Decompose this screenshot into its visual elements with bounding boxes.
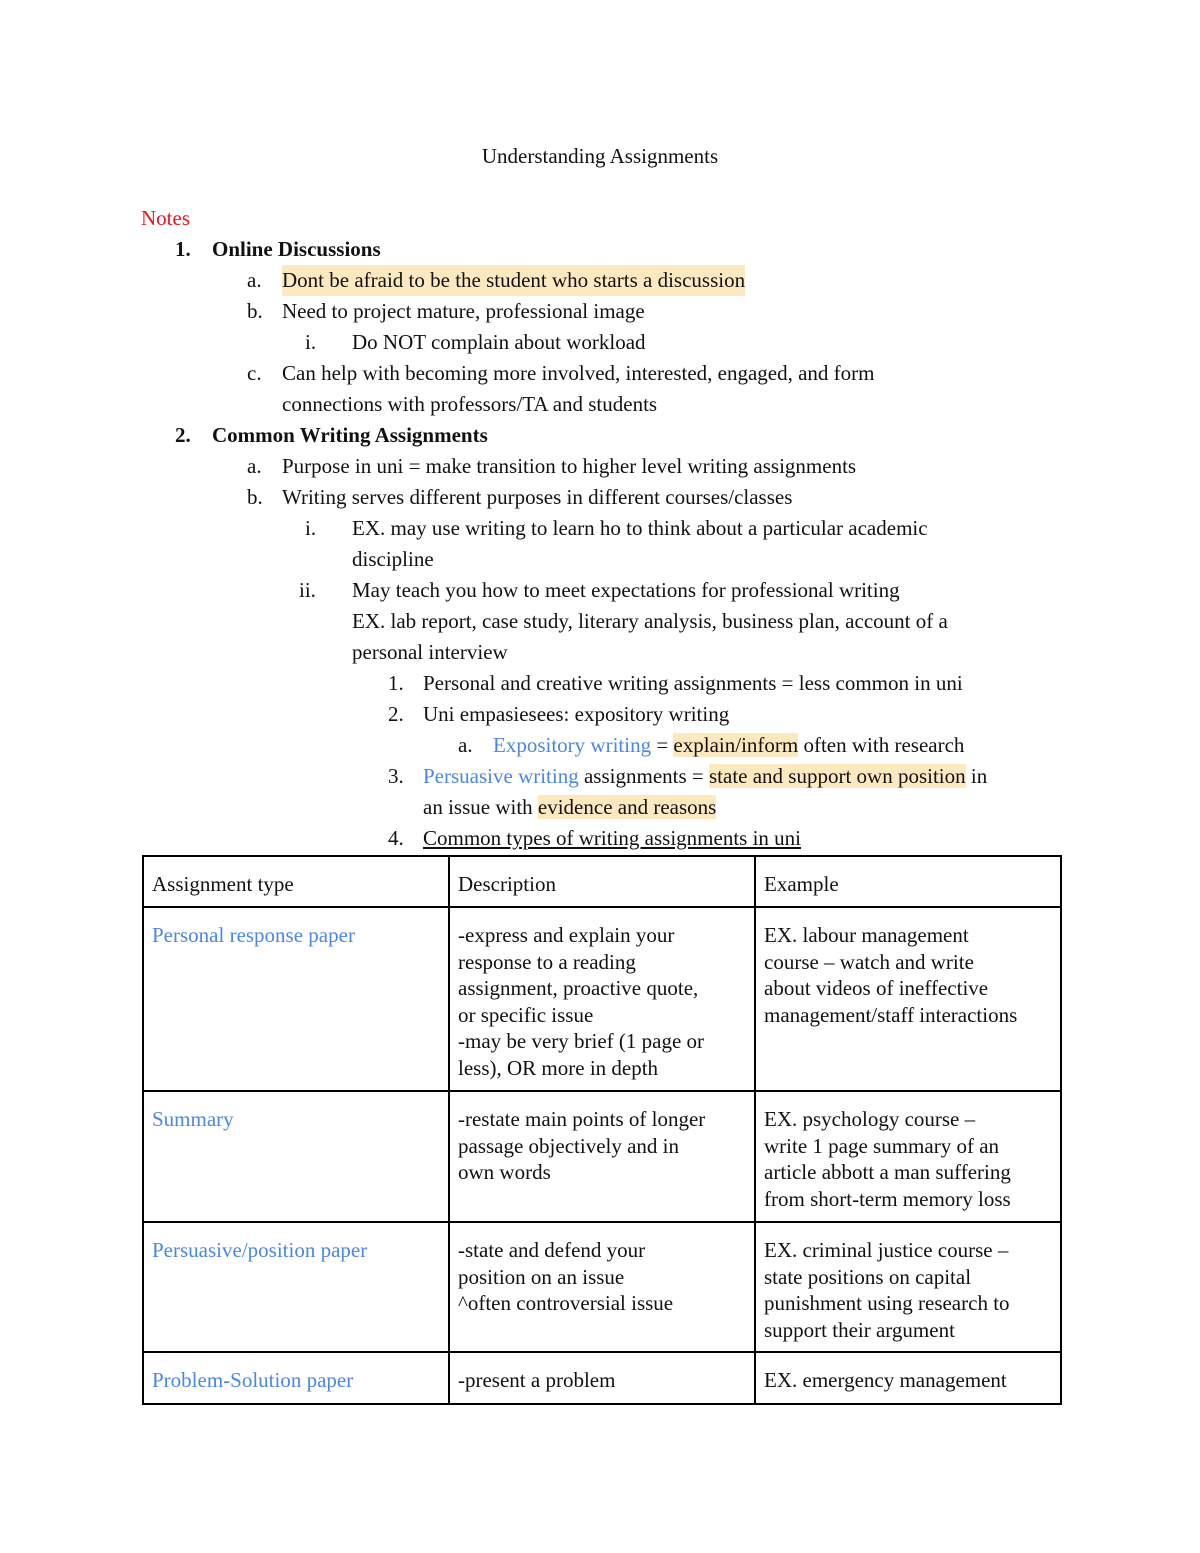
list-item-text: Personal and creative writing assignments = less common in uni: [423, 671, 963, 695]
example-cell: [755, 1352, 1061, 1404]
table-row: [143, 1222, 1061, 1352]
list-marker: 4.: [388, 826, 404, 850]
list-item-text: Writing serves different purposes in different courses/classes: [282, 485, 793, 509]
cell-line: own words: [458, 1160, 551, 1184]
list-item-text: EX. may use writing to learn ho to think about a particular academic: [352, 516, 928, 540]
equals-text: assignments =: [578, 764, 709, 788]
section-heading-common-writing-assignments: Common Writing Assignments: [212, 423, 488, 447]
cell-line: article abbott a man suffering: [764, 1160, 1011, 1184]
cell-line: -may be very brief (1 page or: [458, 1029, 705, 1053]
list-item-continuation: discipline: [352, 547, 434, 571]
list-marker: ii.: [299, 578, 316, 602]
description-cell: [449, 1091, 755, 1222]
continuation-text: an issue with: [423, 795, 538, 819]
cell-line: less), OR more in depth: [458, 1055, 659, 1080]
assignment-type-cell: Summary: [143, 1091, 449, 1222]
list-item-text: May teach you how to meet expectations for professional writing: [352, 578, 900, 602]
cell-line: passage objectively and in: [458, 1133, 680, 1158]
description-cell: [449, 907, 755, 1091]
table-row: [143, 1091, 1061, 1222]
cell-line: course – watch and write: [764, 949, 974, 974]
list-item-text: Need to project mature, professional image: [282, 299, 645, 323]
list-item-text: [423, 761, 987, 792]
cell-line: from short-term memory loss: [764, 1186, 1011, 1211]
list-item-text: Can help with becoming more involved, interested, engaged, and form: [282, 361, 875, 385]
list-marker: i.: [305, 330, 317, 354]
list-marker: b.: [247, 299, 263, 323]
cell-line: or specific issue: [458, 1002, 594, 1027]
cell-line: -express and explain your: [458, 923, 675, 947]
cell-line: support their argument: [764, 1317, 955, 1342]
list-marker: 3.: [388, 764, 404, 788]
highlight-text: evidence and reasons: [537, 795, 717, 819]
table-row: [143, 1352, 1061, 1404]
cell-line: EX. labour management: [764, 923, 969, 947]
list-item-text: Dont be afraid to be the student who starts a discussion: [282, 265, 745, 296]
list-item-continuation: [423, 792, 716, 823]
assignment-type-cell: Problem-Solution paper: [143, 1352, 449, 1404]
cell-line: -present a problem: [458, 1368, 616, 1392]
cell-line: response to a reading: [458, 949, 636, 974]
cell-line: ^often controversial issue: [458, 1291, 674, 1315]
cell-line: -restate main points of longer: [458, 1107, 706, 1131]
term-expository-writing: Expository writing: [493, 733, 652, 757]
cell-line: management/staff interactions: [764, 1002, 1018, 1027]
list-item-text: Common types of writing assignments in uni: [423, 826, 801, 850]
section-heading-online-discussions: Online Discussions: [212, 237, 381, 261]
cell-line: EX. emergency management: [764, 1368, 1007, 1392]
table-header-cell: Example: [755, 856, 1061, 907]
document-title: Understanding Assignments: [481, 144, 719, 168]
equals-text: =: [651, 733, 674, 757]
description-cell: [449, 1352, 755, 1404]
cell-line: punishment using research to: [764, 1291, 1010, 1315]
list-marker: a.: [458, 733, 473, 757]
cell-line: EX. psychology course –: [764, 1107, 976, 1131]
list-item-continuation: EX. lab report, case study, literary analysis, business plan, account of a: [352, 609, 948, 633]
cell-line: position on an issue: [458, 1264, 625, 1289]
list-item-text: Purpose in uni = make transition to higher level writing assignments: [282, 454, 857, 478]
highlight-text: state and support own position: [709, 764, 966, 788]
list-marker: a.: [247, 268, 262, 292]
assignment-type-cell: Persuasive/position paper: [143, 1222, 449, 1352]
list-marker: i.: [305, 516, 317, 540]
list-marker: 1.: [388, 671, 404, 695]
list-item-text: Do NOT complain about workload: [352, 330, 646, 354]
table-header-cell: Description: [449, 856, 755, 907]
example-cell: [755, 1222, 1061, 1352]
assignment-type-cell: Personal response paper: [143, 907, 449, 1091]
list-marker: 2.: [388, 702, 404, 726]
cell-line: about videos of ineffective: [764, 976, 989, 1000]
cell-line: EX. criminal justice course –: [764, 1238, 1009, 1262]
list-item-text: Uni empasiesees: expository writing: [423, 702, 730, 726]
list-marker: b.: [247, 485, 263, 509]
list-item-continuation: personal interview: [352, 640, 508, 664]
term-persuasive-writing: Persuasive writing: [423, 764, 579, 788]
section-number: 1.: [175, 237, 191, 261]
cell-line: -state and defend your: [458, 1238, 646, 1262]
notes-label: Notes: [141, 206, 190, 230]
list-marker: c.: [247, 361, 262, 385]
trailing-text: in: [965, 764, 988, 788]
list-item-continuation: connections with professors/TA and students: [282, 392, 658, 416]
assignment-types-table: [142, 855, 1062, 1405]
cell-line: state positions on capital: [764, 1264, 972, 1289]
highlight-text: explain/inform: [673, 733, 799, 757]
example-cell: [755, 907, 1061, 1091]
cell-line: write 1 page summary of an: [764, 1133, 1000, 1158]
section-number: 2.: [175, 423, 191, 447]
table-header-cell: Assignment type: [143, 856, 449, 907]
trailing-text: often with research: [798, 733, 965, 757]
list-marker: a.: [247, 454, 262, 478]
description-cell: [449, 1222, 755, 1352]
table-header-row: [143, 856, 1061, 907]
example-cell: [755, 1091, 1061, 1222]
list-item-text: [493, 730, 964, 761]
cell-line: assignment, proactive quote,: [458, 976, 699, 1000]
table-row: [143, 907, 1061, 1091]
